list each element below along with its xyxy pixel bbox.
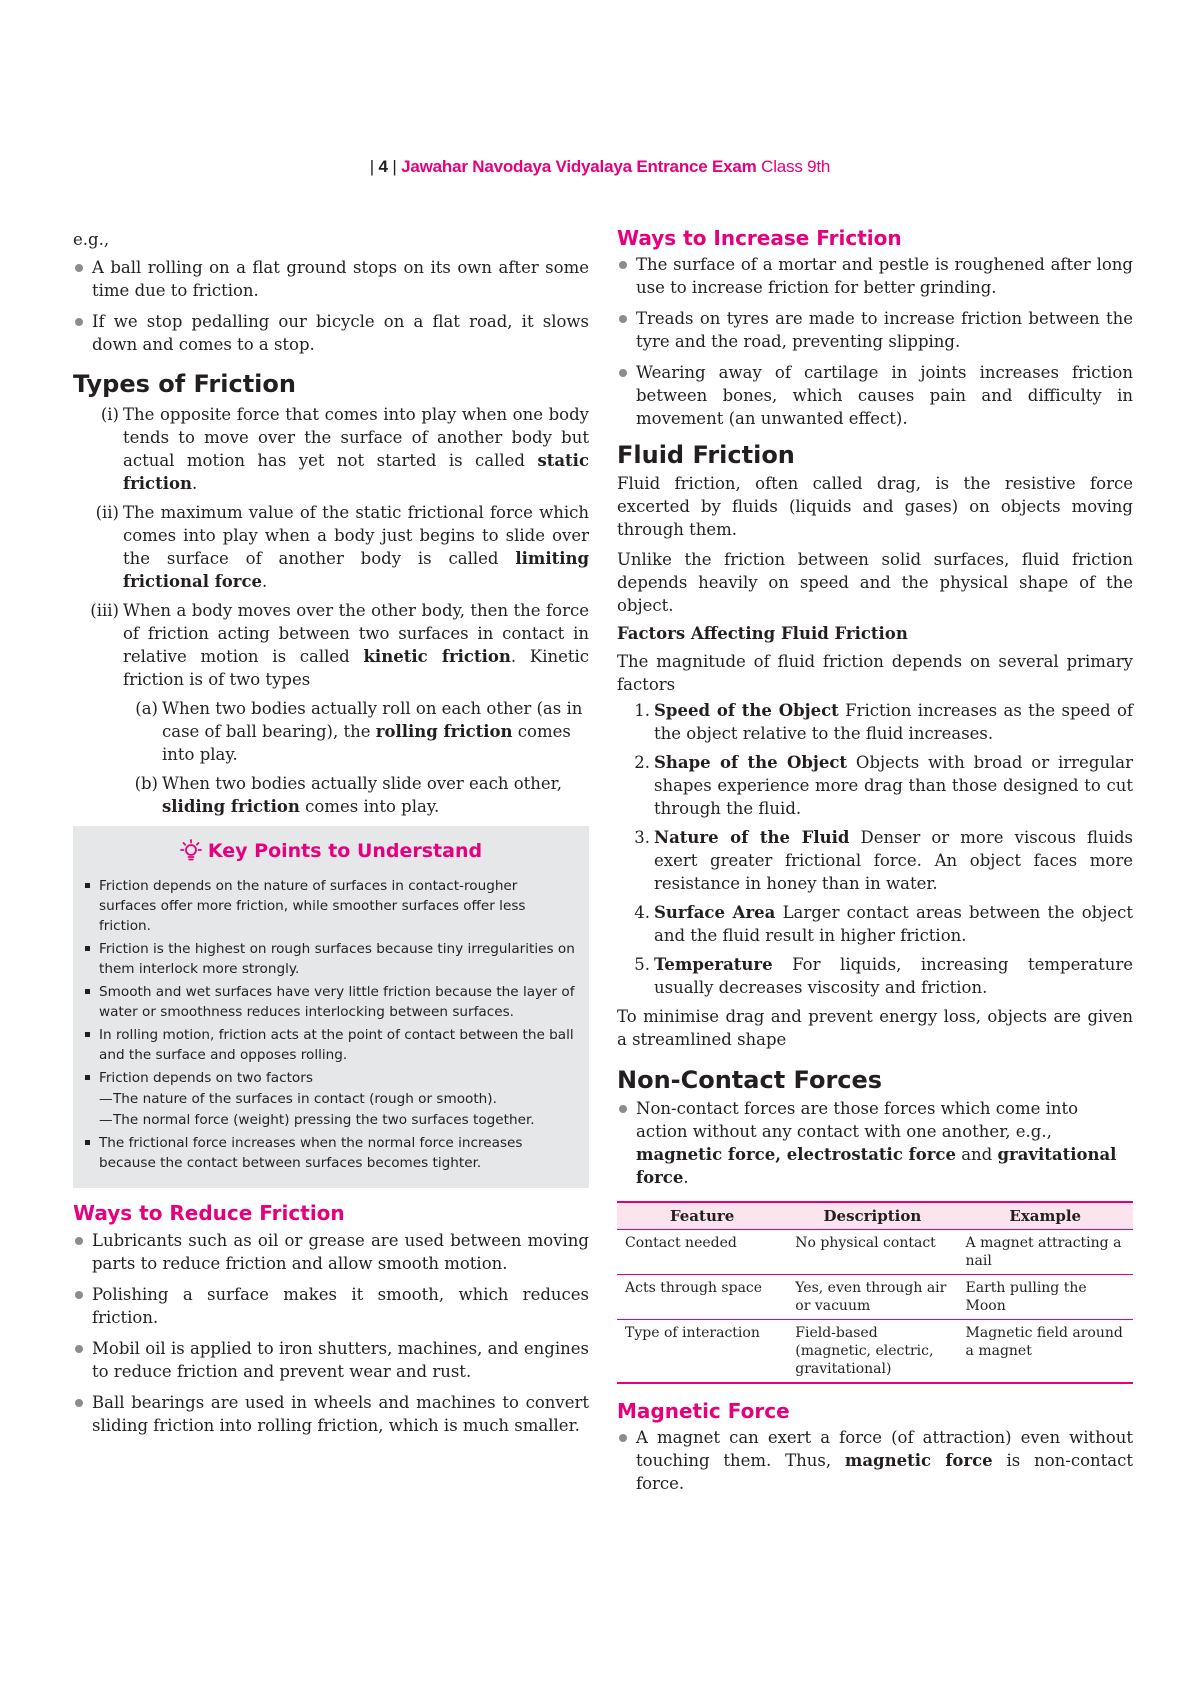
right-column: [617, 228, 1133, 1503]
eg-label: e.g.,: [73, 230, 110, 249]
list-item: A magnet can exert a force (of attraction) even without touching them. Thus, magnetic force is non-contact force.: [617, 1426, 1133, 1495]
list-item: 2. Shape of the Object Objects with broad or irregular shapes experience more drag than those designed to cut through the fluid.: [634, 753, 1134, 818]
list-item: — The normal force (weight) pressing the two surfaces together.: [99, 1112, 535, 1128]
list-item: Treads on tyres are made to increase friction between the tyre and the road, preventing slipping.: [617, 307, 1133, 353]
magnetic-force-list: [617, 1426, 1133, 1495]
list-item: Friction is the highest on rough surfaces because tiny irregularities on them interlock more strongly.: [85, 939, 577, 979]
table-row: [617, 1230, 1133, 1275]
eg-list: [73, 256, 589, 356]
fluid-para-2: Unlike the friction between solid surfaces, fluid friction depends heavily on speed and the physical shape of the object.: [617, 550, 1133, 615]
book-title: Jawahar Navodaya Vidyalaya Entrance Exam: [401, 157, 757, 176]
table-cell: Type of interaction: [617, 1320, 787, 1384]
list-item: (b) When two bodies actually slide over each other, sliding friction comes into play.: [134, 774, 562, 816]
table-cell: Earth pulling the Moon: [958, 1275, 1133, 1320]
list-item: (ii) The maximum value of the static frictional force which comes into play when a body just begins to slide over the surface of another body is called limiting frictional force.: [95, 503, 590, 591]
table-cell: No physical contact: [787, 1230, 957, 1275]
increase-friction-heading: Ways to Increase Friction: [617, 226, 902, 250]
list-item: (a) When two bodies actually roll on each other (as in case of ball bearing), the rolling friction comes into play.: [135, 699, 583, 764]
non-contact-table: [617, 1201, 1133, 1384]
table-cell: Acts through space: [617, 1275, 787, 1320]
fluid-closing: To minimise drag and prevent energy loss, objects are given a streamlined shape: [617, 1007, 1133, 1049]
table-row: [617, 1320, 1133, 1384]
list-item: (i) The opposite force that comes into play when one body tends to move over the surface of another body but actual motion has yet not started is called static friction.: [100, 405, 589, 493]
key-points-title: Key Points to Understand: [85, 838, 577, 868]
types-list: [73, 403, 589, 691]
list-item: Smooth and wet surfaces have very little friction because the layer of water or smoothness reduces interlocking between surfaces.: [85, 982, 577, 1022]
list-item: Ball bearings are used in wheels and machines to convert sliding friction into rolling friction, which is much smaller.: [73, 1391, 589, 1437]
list-item: A ball rolling on a flat ground stops on its own after some time due to friction.: [73, 256, 589, 302]
list-item: — The nature of the surfaces in contact (rough or smooth).: [99, 1091, 497, 1107]
table-header: Description: [787, 1202, 957, 1230]
reduce-friction-heading: Ways to Reduce Friction: [73, 1201, 345, 1225]
table-header: Feature: [617, 1202, 787, 1230]
list-item: 5. Temperature For liquids, increasing temperature usually decreases viscosity and friction.: [634, 955, 1133, 997]
fluid-friction-heading: Fluid Friction: [617, 441, 795, 469]
increase-friction-list: [617, 253, 1133, 430]
table-cell: Contact needed: [617, 1230, 787, 1275]
list-item: Friction depends on the nature of surfaces in contact-rougher surfaces offer more friction, while smoother surfaces offer less friction.: [85, 876, 577, 936]
factors-list: [617, 699, 1133, 999]
non-contact-list: [617, 1097, 1133, 1189]
list-item: Friction depends on two factors: [85, 1068, 577, 1088]
list-item: 4. Surface Area Larger contact areas between the object and the fluid result in higher friction.: [634, 903, 1133, 945]
fluid-para-1: Fluid friction, often called drag, is the resistive force excerted by fluids (liquids and gases) on objects moving through them.: [617, 474, 1133, 539]
lightbulb-icon: [180, 839, 202, 868]
factors-heading: Factors Affecting Fluid Friction: [617, 624, 908, 643]
list-item: Mobil oil is applied to iron shutters, machines, and engines to reduce friction and prevent wear and rust.: [73, 1337, 589, 1383]
factors-intro: The magnitude of fluid friction depends on several primary factors: [617, 652, 1133, 694]
key-points-list: [85, 876, 577, 1173]
non-contact-heading: Non-Contact Forces: [617, 1066, 883, 1094]
table-cell: Field-based (magnetic, electric, gravitational): [787, 1320, 957, 1384]
table-row: [617, 1275, 1133, 1320]
list-item: If we stop pedalling our bicycle on a flat road, it slows down and comes to a stop.: [73, 310, 589, 356]
table-header-row: [617, 1202, 1133, 1230]
types-of-friction-heading: Types of Friction: [73, 370, 296, 398]
table-cell: Magnetic field around a magnet: [958, 1320, 1133, 1384]
class-label: Class 9th: [761, 157, 831, 176]
list-item: In rolling motion, friction acts at the point of contact between the ball and the surface and opposes rolling.: [85, 1025, 577, 1065]
reduce-friction-list: [73, 1229, 589, 1437]
left-column: [73, 228, 589, 1445]
list-item: Lubricants such as oil or grease are used between moving parts to reduce friction and allow smooth motion.: [73, 1229, 589, 1275]
list-item: 3. Nature of the Fluid Denser or more viscous fluids exert greater frictional force. An object faces more resistance in honey than in water.: [634, 828, 1133, 893]
kinetic-types-list: [73, 697, 589, 818]
table-cell: A magnet attracting a nail: [958, 1230, 1133, 1275]
list-item: Non-contact forces are those forces which come into action without any contact with one another, e.g., magnetic force, electrostatic force and gravitational force.: [617, 1097, 1133, 1189]
list-item: The frictional force increases when the normal force increases because the contact between surfaces becomes tighter.: [85, 1133, 577, 1173]
list-item: 1. Speed of the Object Friction increases as the speed of the object relative to the fluid increases.: [634, 701, 1134, 743]
list-item: Wearing away of cartilage in joints increases friction between bones, which causes pain and difficulty in movement (an unwanted effect).: [617, 361, 1133, 430]
table-header: Example: [958, 1202, 1133, 1230]
list-item: (iii) When a body moves over the other body, then the force of friction acting between two surfaces in contact in relative motion is called kinetic friction. Kinetic friction is of two types: [90, 601, 590, 689]
key-points-box: [73, 826, 589, 1188]
magnetic-force-heading: Magnetic Force: [617, 1399, 790, 1423]
list-item: Polishing a surface makes it smooth, which reduces friction.: [73, 1283, 589, 1329]
running-header: | 4 | Jawahar Navodaya Vidyalaya Entrance Exam Class 9th: [369, 157, 831, 176]
list-item: The surface of a mortar and pestle is roughened after long use to increase friction for better grinding.: [617, 253, 1133, 299]
page-number: 4: [378, 157, 388, 176]
table-cell: Yes, even through air or vacuum: [787, 1275, 957, 1320]
